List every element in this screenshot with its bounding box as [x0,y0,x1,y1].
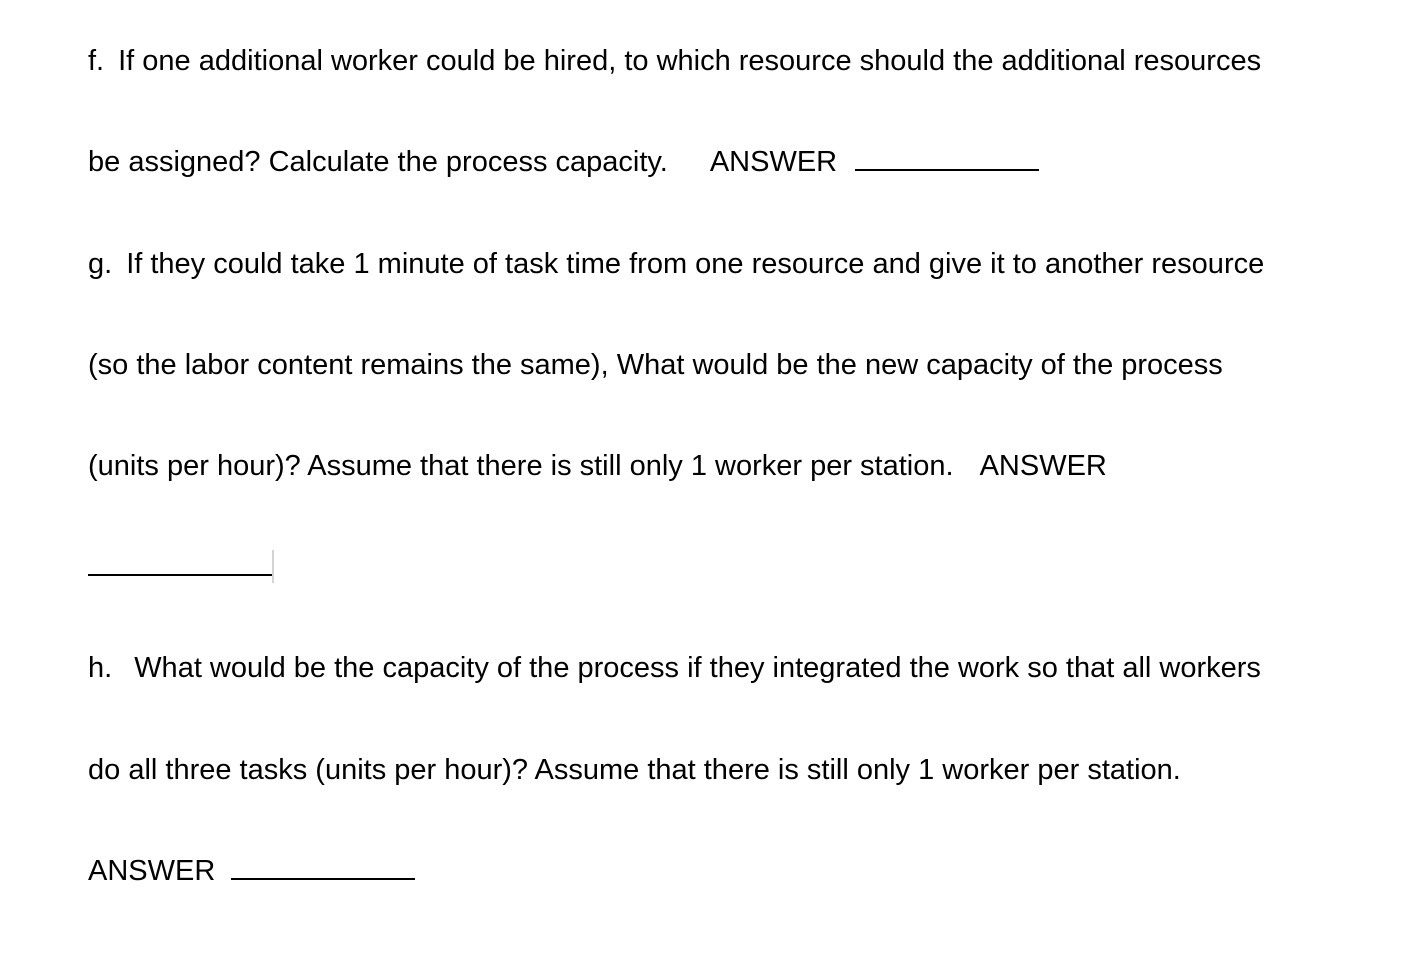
question-f-line-2 [88,145,1039,179]
question-g-label: g. [88,248,113,280]
question-f-answer-blank[interactable] [855,169,1039,171]
question-h-text-line-2: do all three tasks (units per hour)? Assume that there is still only 1 worker per station. [88,754,1181,786]
question-f-label: f. [88,45,105,77]
question-g-line-3 [88,449,1107,483]
question-h-label: h. [88,652,113,684]
question-g-answer-blank[interactable] [88,574,272,576]
question-h-answer-blank[interactable] [231,878,415,880]
question-f-text-line-1: If one additional worker could be hired, to which resource should the additional resources [118,45,1262,77]
question-g-text-line-1: If they could take 1 minute of task time from one resource and give it to another resource [126,248,1265,280]
question-h-line-1 [88,651,1261,685]
question-h-answer-line [88,854,415,888]
question-f-answer-label: ANSWER [709,146,838,178]
text-cursor [272,550,274,583]
question-g-line-2 [88,348,1223,382]
question-h-text-line-1: What would be the capacity of the process if they integrated the work so that all workers [134,652,1261,684]
question-g-text-line-2: (so the labor content remains the same), What would be the new capacity of the process [88,349,1223,381]
question-h-line-2 [88,753,1181,787]
question-g-line-1 [88,247,1264,281]
question-f-line-1 [88,44,1261,78]
question-g-answer-label: ANSWER [979,450,1107,482]
question-g-answer-line [88,550,272,584]
question-f-text-line-2: be assigned? Calculate the process capacity. [88,146,668,178]
question-g-text-line-3: (units per hour)? Assume that there is still only 1 worker per station. [88,450,954,482]
question-h-answer-label: ANSWER [88,855,216,887]
